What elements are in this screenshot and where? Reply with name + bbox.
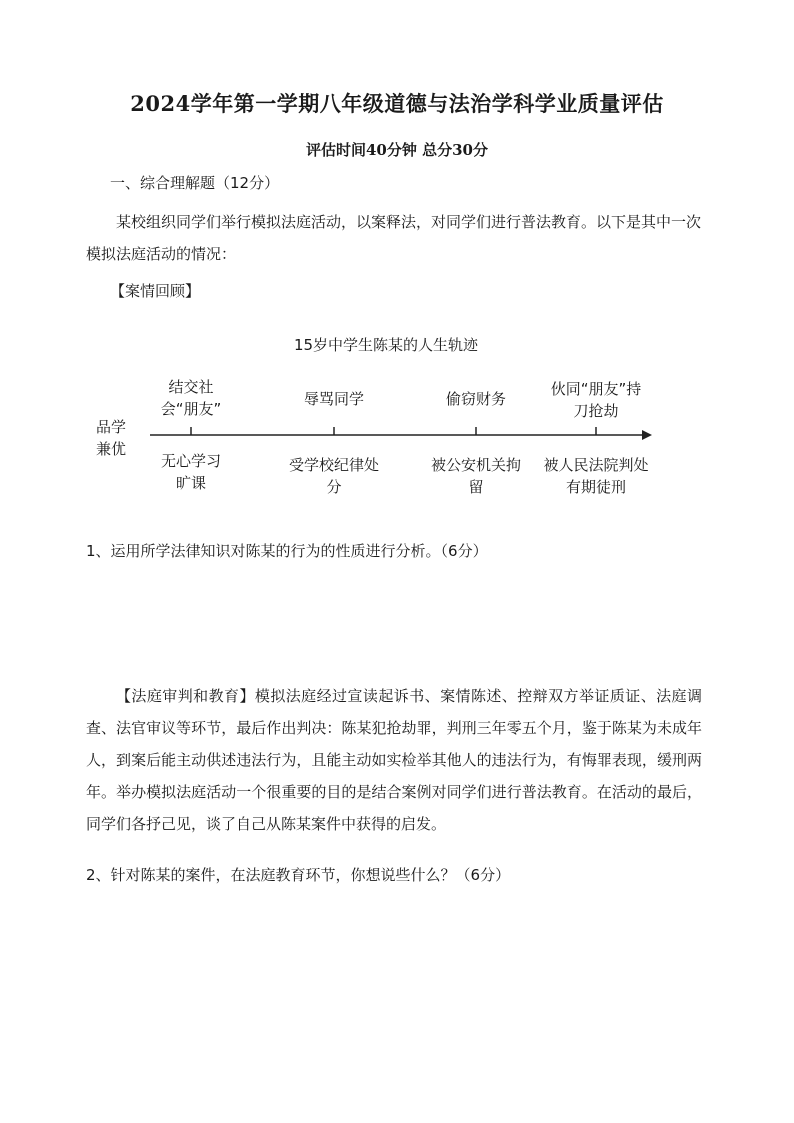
intro-paragraph: 某校组织同学们举行模拟法庭活动，以案释法，对同学们进行普法教育。以下是其中一次模拟法庭活动的情况： bbox=[86, 213, 702, 263]
timeline-title: 15岁中学生陈某的人生轨迹 bbox=[293, 336, 479, 354]
event-1-above bbox=[131, 376, 251, 420]
court-paragraph: 【法庭审判和教育】模拟法庭经过宣读起诉书、案情陈述、控辩双方举证质证、法庭调查、法官审议等环节，最后作出判决：陈某犯抢劫罪，判刑三年零五个月，鉴于陈某为未成年人，到案后能主动供述违法行为，且能主动如实检举其他人的违法行为，有悔罪表现，缓刑两年。举办模拟法庭活动一个很重要的目的是结合案例对同学们进行普法教育。在活动的最后，同学们各抒己见，谈了自己从陈某案件中获得的启发。 bbox=[86, 687, 702, 833]
timeline-arrow-icon bbox=[642, 430, 652, 440]
event-2-below-text: 受学校纪律处分 bbox=[288, 456, 379, 496]
event-3-above: 偷窃财务 bbox=[445, 390, 506, 408]
event-1-above-text: 结交社会“朋友” bbox=[160, 378, 222, 418]
event-4-above-text: 伙同“朋友”持刀抢劫 bbox=[550, 380, 642, 420]
event-4-above bbox=[536, 378, 656, 422]
event-2-below bbox=[274, 454, 394, 498]
timeline-start-label: 品学兼优 bbox=[96, 418, 127, 458]
exam-title: 2024学年第一学期八年级道德与法治学科学业质量评估 bbox=[130, 91, 664, 116]
section-heading: 一、综合理解题（12分） bbox=[110, 174, 280, 192]
life-timeline-diagram bbox=[86, 330, 686, 510]
case-review-label: 【案情回顾】 bbox=[110, 282, 201, 300]
event-3-below-text: 被公安机关拘留 bbox=[430, 456, 521, 496]
event-4-below-text: 被人民法院判处有期徒刑 bbox=[543, 456, 649, 496]
event-1-below-text: 无心学习旷课 bbox=[160, 452, 221, 492]
question-1: 1、运用所学法律知识对陈某的行为的性质进行分析。（6分） bbox=[86, 542, 488, 560]
event-4-below bbox=[531, 454, 661, 498]
event-2-above: 辱骂同学 bbox=[303, 390, 364, 408]
question-2: 2、针对陈某的案件，在法庭教育环节，你想说些什么？（6分） bbox=[86, 866, 511, 884]
event-1-below bbox=[131, 450, 251, 494]
exam-subtitle: 评估时间40分钟 总分30分 bbox=[306, 141, 488, 159]
event-3-below bbox=[416, 454, 536, 498]
